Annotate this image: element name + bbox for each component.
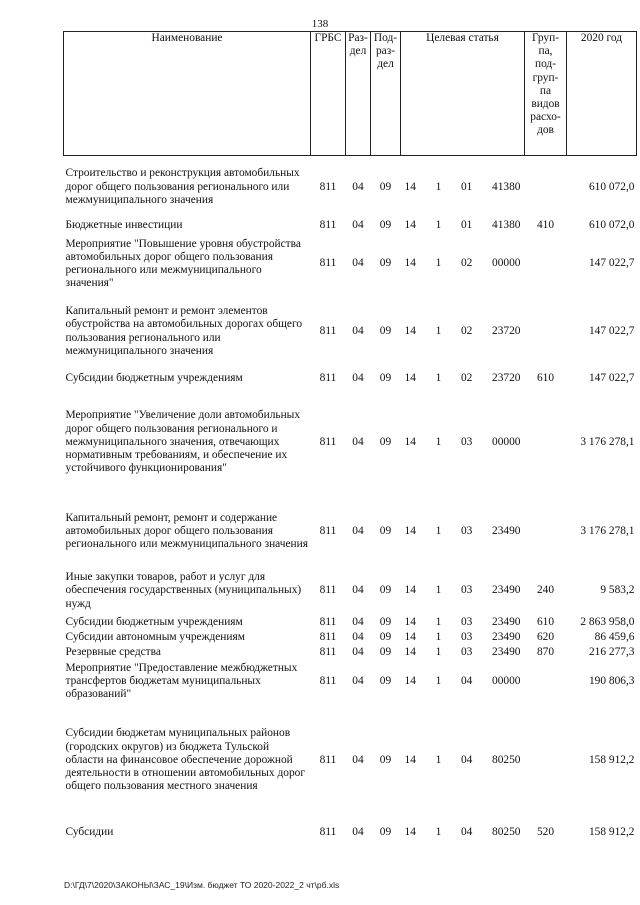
row-podrazdel: 09 [379,753,392,766]
row-target-part: 02 [460,257,473,270]
row-amount: 190 806,3 [588,674,635,687]
row-target-part: 14 [404,646,416,659]
header-group [525,32,567,156]
table-row [64,219,637,234]
table-row [64,646,637,661]
row-target-part: 1 [435,631,442,644]
row-target-part: 1 [435,616,442,629]
row-name: Мероприятие "Увеличение доли автомобильных дорог общего пользования регионального и межмуниципального значения, отвечающих нормативным требованиям, и обеспечение их устойчивого функционирования" [65,409,301,475]
row-target-part: 1 [435,324,442,337]
row-target-part: 1 [435,219,442,232]
row-name: Субсидии [65,825,114,838]
row-target-part: 14 [404,257,416,270]
row-target-part: 23720 [492,371,521,384]
row-target-part: 23720 [492,324,521,337]
row-target-part: 14 [404,616,416,629]
row-target-part: 23490 [492,631,521,644]
row-group: 870 [536,646,555,659]
row-amount: 610 072,0 [588,180,635,193]
row-group [525,389,567,497]
row-target-part: 03 [460,524,473,537]
row-podrazdel: 09 [379,324,392,337]
row-target-part: 04 [460,753,473,766]
header-year: 2020 год [567,32,637,156]
row-target-part: 00000 [492,674,521,687]
table-row [64,389,637,497]
row-target [401,631,525,646]
row-amount: 2 863 958,0 [580,616,635,629]
row-amount: 3 176 278,1 [580,435,635,448]
row-podrazdel: 09 [379,371,392,384]
row-target [401,389,525,497]
row-razdel: 04 [352,180,364,193]
table-header-row [64,32,637,156]
page-number: 138 [311,18,329,30]
row-target-part: 1 [435,646,442,659]
header-grbs: ГРБС [311,32,346,156]
row-razdel: 04 [352,753,364,766]
row-target-part: 1 [435,584,442,597]
row-target [401,819,525,847]
row-target-part: 14 [404,324,416,337]
header-group-word: видов [531,98,560,111]
row-name: Субсидии автономным учреждениям [65,631,245,644]
header-group-word: груп- [532,71,559,84]
row-target-part: 23490 [492,584,521,597]
row-name: Капитальный ремонт, ремонт и содержание автомобильных дорог общего пользования регионального или межмуниципального значения [65,511,308,551]
row-name: Субсидии бюджетам муниципальных районов (городских округов) из бюджета Тульской области на финансовое обеспечение дорожной деятельности в отношении автомобильных дорог общего пользования местного значения [65,727,306,793]
row-target-part: 80250 [492,825,521,838]
row-target-part: 1 [435,825,442,838]
row-group [525,156,567,219]
row-razdel: 04 [352,616,364,629]
row-target-part: 04 [460,825,473,838]
table-row [64,703,637,819]
row-razdel: 04 [352,524,364,537]
row-target-part: 1 [435,180,442,193]
row-target-part: 23490 [492,646,521,659]
table-row [64,631,637,646]
row-target [401,703,525,819]
row-name: Строительство и реконструкция автомобильных дорог общего пользования регионального или межмуниципального значения [65,167,300,206]
row-grbs: 811 [319,674,337,687]
row-target-part: 1 [435,753,442,766]
table-row [64,819,637,847]
row-target [401,234,525,295]
row-podrazdel: 09 [379,524,392,537]
row-group [525,661,567,703]
row-podrazdel: 09 [379,674,392,687]
header-target: Целевая статья [401,32,525,156]
row-target-part: 14 [404,674,416,687]
row-name: Субсидии бюджетным учреждениям [65,616,243,629]
row-target-part: 03 [460,631,473,644]
row-grbs: 811 [319,435,337,448]
header-podrazdel-word: раз- [375,45,396,58]
header-podrazdel-word: Под- [373,32,398,44]
row-razdel: 04 [352,219,364,232]
row-podrazdel: 09 [379,180,392,193]
budget-table [63,31,637,847]
row-name: Субсидии бюджетным учреждениям [65,371,243,384]
row-target-part: 41380 [492,219,521,232]
row-grbs: 811 [319,825,337,838]
row-target-part: 1 [435,674,442,687]
row-target [401,156,525,219]
row-name: Мероприятие "Повышение уровня обустройства автомобильных дорог общего пользования регионального или межмуниципального значения" [65,237,301,290]
row-target-part: 80250 [492,753,521,766]
row-group: 520 [536,825,555,838]
row-target-part: 03 [460,584,473,597]
row-target-part: 02 [460,371,473,384]
row-target-part: 23490 [492,616,521,629]
row-grbs: 811 [319,753,337,766]
row-target-part: 14 [404,180,416,193]
header-razdel-word: дел [349,45,367,58]
row-target [401,497,525,567]
row-grbs: 811 [319,631,337,644]
row-target [401,219,525,234]
row-target-part: 1 [435,435,442,448]
row-podrazdel: 09 [379,257,392,270]
row-razdel: 04 [352,371,364,384]
row-group [525,295,567,369]
table-row [64,295,637,369]
header-group-word: расхо- [530,111,561,124]
row-target-part: 14 [404,371,416,384]
table-row [64,616,637,631]
row-name: Капитальный ремонт и ремонт элементов обустройства на автомобильных дорогах общего пользования регионального или межмуниципального значения [65,305,303,357]
row-name: Резервные средства [65,646,161,659]
row-target-part: 1 [435,257,442,270]
row-razdel: 04 [352,674,364,687]
row-amount: 9 583,2 [600,584,635,597]
row-grbs: 811 [319,371,337,384]
row-podrazdel: 09 [379,584,392,597]
table-row [64,156,637,219]
row-target-part: 14 [404,524,416,537]
row-amount: 216 277,3 [588,646,635,659]
row-group: 620 [536,631,555,644]
row-group: 410 [536,219,555,232]
table-row [64,497,637,567]
row-target-part: 14 [404,753,416,766]
row-target-part: 01 [460,180,473,193]
row-group [525,234,567,295]
row-amount: 147 022,7 [588,324,635,337]
row-target-part: 23490 [492,524,521,537]
table-row [64,369,637,389]
row-amount: 147 022,7 [588,371,635,384]
row-target-part: 1 [435,371,442,384]
row-amount: 610 072,0 [588,219,635,232]
header-group-word: под- [534,58,557,71]
row-amount: 86 459,6 [594,631,635,644]
row-target-part: 14 [404,435,416,448]
row-target-part: 14 [404,631,416,644]
row-name: Иные закупки товаров, работ и услуг для обеспечения государственных (муниципальных) нужд [65,571,302,610]
row-razdel: 04 [352,257,364,270]
header-group-word: па, [538,45,553,58]
row-name: Бюджетные инвестиции [65,219,183,232]
row-target-part: 00000 [492,435,521,448]
row-target-part: 14 [404,219,416,232]
row-razdel: 04 [352,324,364,337]
row-target [401,646,525,661]
row-target [401,616,525,631]
row-grbs: 811 [319,324,337,337]
table-row [64,567,637,616]
row-podrazdel: 09 [379,616,392,629]
row-group: 610 [536,371,555,384]
row-razdel: 04 [352,435,364,448]
row-amount: 147 022,7 [588,257,635,270]
row-razdel: 04 [352,646,364,659]
row-target-part: 14 [404,584,416,597]
row-target-part: 14 [404,825,416,838]
row-target-part: 02 [460,324,473,337]
header-group-word: па [539,84,552,97]
header-podrazdel [371,32,401,156]
row-grbs: 811 [319,524,337,537]
row-razdel: 04 [352,584,364,597]
table-row [64,234,637,295]
row-podrazdel: 09 [379,435,392,448]
header-name: Наименование [64,32,311,156]
row-podrazdel: 09 [379,219,392,232]
row-name: Мероприятие "Предоставление межбюджетных трансфертов бюджетам муниципальных образований" [65,661,298,701]
row-grbs: 811 [319,616,337,629]
row-group: 240 [536,584,555,597]
table-row [64,661,637,703]
row-target [401,567,525,616]
row-grbs: 811 [319,180,337,193]
row-target-part: 01 [460,219,473,232]
row-target-part: 1 [435,524,442,537]
row-grbs: 811 [319,219,337,232]
row-target [401,369,525,389]
row-amount: 158 912,2 [588,753,635,766]
row-razdel: 04 [352,825,364,838]
row-grbs: 811 [319,257,337,270]
row-target-part: 03 [460,435,473,448]
row-target [401,295,525,369]
row-amount: 158 912,2 [588,825,635,838]
row-razdel: 04 [352,631,364,644]
row-podrazdel: 09 [379,825,392,838]
file-path-footer: D:\ГД\7\2020\ЗАКОНЫ\ЗАС_19\Изм. бюджет ТО 2020-2022_2 чт\рб.xls [64,880,340,890]
row-target-part: 04 [460,674,473,687]
row-group: 610 [536,616,555,629]
header-razdel [346,32,371,156]
header-podrazdel-word: дел [377,58,394,71]
row-target [401,661,525,703]
row-target-part: 03 [460,616,473,629]
row-amount: 3 176 278,1 [580,524,635,537]
row-group [525,497,567,567]
header-group-word: Груп- [532,32,559,44]
header-group-word: дов [537,124,554,137]
row-target-part: 41380 [492,180,521,193]
row-grbs: 811 [319,646,337,659]
row-group [525,703,567,819]
row-target-part: 00000 [492,257,521,270]
header-razdel-word: Раз- [348,32,368,44]
row-podrazdel: 09 [379,646,392,659]
row-grbs: 811 [319,584,337,597]
row-podrazdel: 09 [379,631,392,644]
row-target-part: 03 [460,646,473,659]
